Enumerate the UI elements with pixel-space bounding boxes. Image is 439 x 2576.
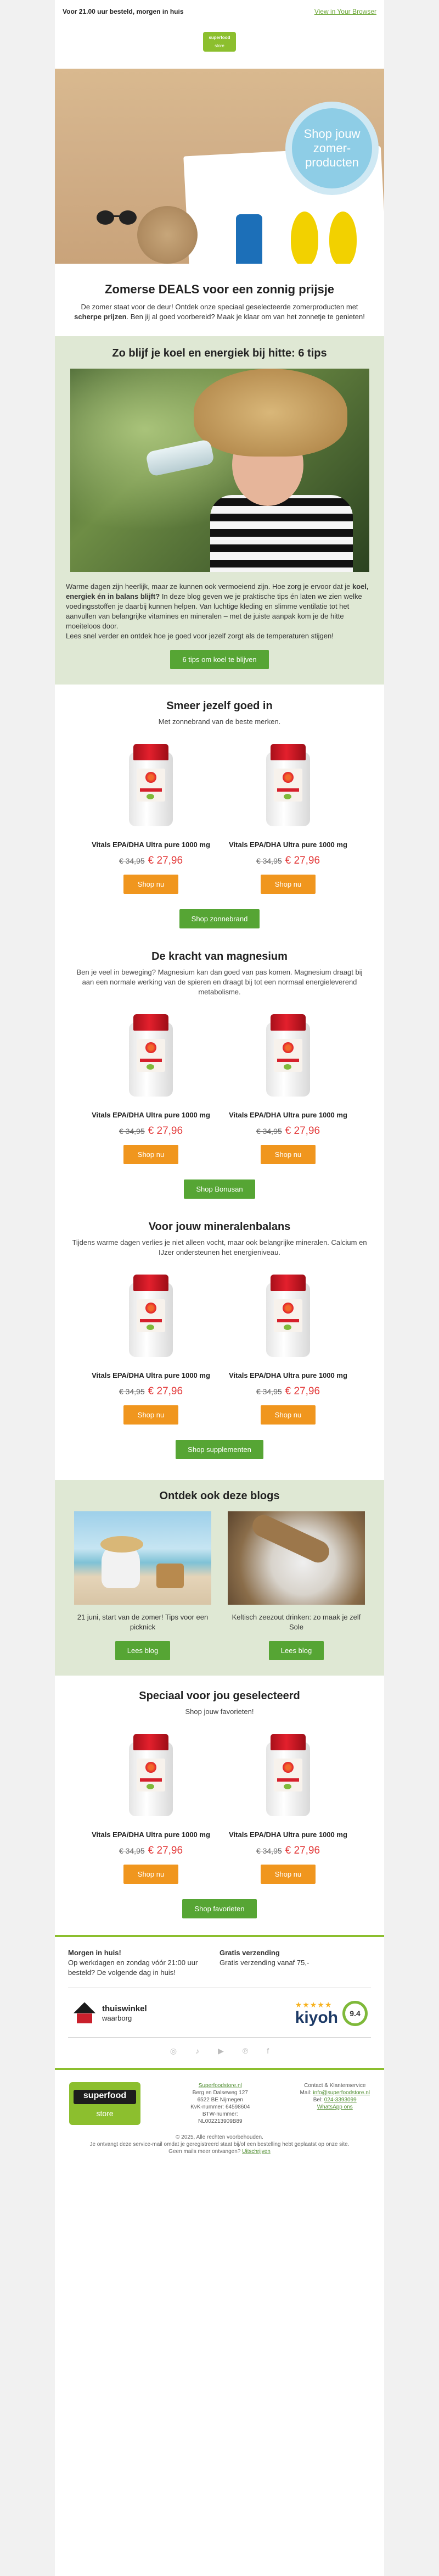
intro-text-a: De zomer staat voor de deur! Ontdek onze speciaal geselecteerde zomerproducten met <box>81 303 358 311</box>
social-links <box>55 2038 384 2068</box>
leaf-icon <box>147 1325 154 1330</box>
footer-logo-line1: superfood <box>83 2091 127 2100</box>
sunscreen-tube-shape <box>236 214 262 264</box>
benefit-text: Op werkdagen en zondag vóór 21:00 uur besteld? De volgende dag in huis! <box>68 1959 198 1977</box>
sun-hat-shape <box>194 369 347 457</box>
new-price: € 27,96 <box>148 1125 183 1137</box>
product-card <box>225 1731 351 1884</box>
company-info <box>190 2082 250 2125</box>
product-grid <box>82 1011 357 1164</box>
product-card <box>225 1272 351 1425</box>
intro-text-b: . Ben jij al goed voorbereid? Maak je klaar om van het zonnetje te genieten! <box>126 313 365 321</box>
label-bar <box>277 1319 299 1322</box>
basket-shape <box>156 1564 184 1588</box>
cap-shape <box>271 1275 306 1291</box>
shop-bonusan-button[interactable]: Shop Bonusan <box>184 1179 255 1199</box>
old-price: € 34,95 <box>119 1387 145 1396</box>
company-address: Berg en Dalseweg 127 <box>192 2090 248 2096</box>
delivery-text: Voor 21.00 uur besteld, morgen in huis <box>63 8 184 15</box>
section-title: Voor jouw mineralenbalans <box>148 1221 291 1233</box>
sunglasses-icon <box>96 209 137 226</box>
facebook-icon[interactable]: f <box>267 2046 269 2055</box>
leaf-icon <box>284 794 291 799</box>
shop-now-button[interactable]: Shop nu <box>123 1145 178 1164</box>
youtube-icon[interactable]: ▶ <box>218 2046 224 2055</box>
blog-feature-title: Zo blijf je koel en energiek bij hitte: 6 tips <box>112 347 327 359</box>
product-price <box>225 1845 351 1857</box>
footer-logo-line2: store <box>96 2109 114 2118</box>
magnesium-section <box>55 939 384 1210</box>
product-name[interactable]: Vitals EPA/DHA Ultra pure 1000 mg <box>229 841 347 849</box>
woman-drinking-water-photo[interactable] <box>70 369 369 572</box>
thuiswinkel-house-icon <box>71 2001 98 2026</box>
blog-card-text: Keltisch zeezout drinken: zo maak je zelf Sole <box>232 1613 361 1631</box>
blog-text-a: Warme dagen zijn heerlijk, maar ze kunnen ook vermoeiend zijn. Hoe zorg je ervoor dat je <box>66 582 352 591</box>
cap-shape <box>271 1014 306 1031</box>
new-price: € 27,96 <box>148 1845 183 1856</box>
label-bar <box>140 788 162 792</box>
shop-supplements-button[interactable]: Shop supplementen <box>176 1440 263 1459</box>
waarborg-label: waarborg <box>102 2013 132 2022</box>
new-price: € 27,96 <box>285 1386 320 1397</box>
flower-icon <box>283 772 294 783</box>
logo-row <box>55 21 384 69</box>
old-price: € 34,95 <box>119 1846 145 1855</box>
logo-line1: superfood <box>209 35 230 40</box>
vitals-label <box>137 1759 165 1791</box>
old-price: € 34,95 <box>256 1387 282 1396</box>
shop-now-button[interactable]: Shop nu <box>123 1865 178 1884</box>
cap-shape <box>271 1734 306 1750</box>
product-price <box>225 855 351 867</box>
benefit-next-day <box>68 1948 219 1978</box>
shop-now-button[interactable]: Shop nu <box>261 875 316 894</box>
cap-shape <box>133 1734 168 1750</box>
unsubscribe-link[interactable]: Uitschrijven <box>242 2149 271 2155</box>
footer <box>55 2070 384 2130</box>
blog-card <box>74 1511 211 1660</box>
product-card <box>225 1011 351 1164</box>
unsubscribe-note: Geen mails meer ontvangen? <box>168 2149 243 2155</box>
benefit-text: Gratis verzending vanaf 75,- <box>219 1959 309 1967</box>
benefit-free-shipping <box>219 1948 371 1978</box>
product-image[interactable] <box>255 1272 321 1365</box>
product-price <box>88 1845 214 1857</box>
vitals-label <box>137 1039 165 1072</box>
shop-summer-badge[interactable] <box>285 102 379 195</box>
label-bar <box>140 1059 162 1062</box>
cap-shape <box>271 744 306 760</box>
product-image[interactable] <box>255 1011 321 1105</box>
vitals-label <box>274 769 302 802</box>
company-link[interactable]: Superfoodstore.nl <box>198 2083 242 2089</box>
company-btw: NL002213909B89 <box>198 2118 243 2124</box>
product-grid <box>82 1731 357 1884</box>
contact-info <box>300 2082 370 2111</box>
blog-feature-block <box>55 336 384 685</box>
product-image[interactable] <box>118 1731 184 1824</box>
selected-section <box>55 1676 384 1935</box>
product-grid <box>82 1272 357 1425</box>
kiyoh-logo: kiyoh <box>295 2008 338 2027</box>
mail-link[interactable]: info@superfoodstore.nl <box>313 2090 370 2096</box>
flipflop-left-shape <box>291 212 318 264</box>
product-price <box>225 1125 351 1137</box>
blog-feature-text <box>66 582 373 641</box>
straw-hat-shape <box>137 206 198 264</box>
minerals-section <box>55 1210 384 1470</box>
new-price: € 27,96 <box>148 1386 183 1397</box>
company-btw-label: BTW-nummer: <box>202 2111 238 2117</box>
old-price: € 34,95 <box>256 1846 282 1855</box>
copyright: © 2025, Alle rechten voorbehouden. <box>176 2134 263 2140</box>
product-name[interactable]: Vitals EPA/DHA Ultra pure 1000 mg <box>229 1371 347 1379</box>
blog-text-bold: koel, energiek én in balans blijft? <box>66 582 369 600</box>
old-price: € 34,95 <box>256 1127 282 1136</box>
leaf-icon <box>147 794 154 799</box>
leaf-icon <box>284 1784 291 1789</box>
product-card <box>88 1731 214 1884</box>
pinterest-icon[interactable]: ℗ <box>242 2046 249 2055</box>
logo-line2: store <box>215 43 224 48</box>
product-price <box>225 1386 351 1398</box>
flower-icon <box>283 1042 294 1053</box>
vitals-label <box>274 1039 302 1072</box>
product-card <box>88 1011 214 1164</box>
product-card <box>88 1272 214 1425</box>
section-subtitle: Met zonnebrand van de beste merken. <box>158 717 281 726</box>
intro-section <box>55 264 384 333</box>
flower-icon <box>283 1762 294 1773</box>
product-image[interactable] <box>255 1731 321 1824</box>
blog-text-c: Lees snel verder en ontdek hoe je goed voor jezelf zorgt als de temperaturen stijgen! <box>66 632 334 640</box>
cap-shape <box>133 744 168 760</box>
blog-feature-button[interactable]: 6 tips om koel te blijven <box>170 650 268 669</box>
flower-icon <box>283 1303 294 1314</box>
leaf-icon <box>147 1064 154 1070</box>
blog-text-b: In deze blog geven we je praktische tips én laten we zien welke voedingsstoffen je daarbij kunnen helpen. Van luchtige kleding en slimme ventilatie tot het aanvullen van belangrijke vitamines en mineralen – met de juiste aanpak kom je de hitte moeiteloos door. <box>66 592 362 630</box>
new-price: € 27,96 <box>285 855 320 866</box>
delivery-note <box>63 8 184 15</box>
sea-salt-photo[interactable] <box>228 1511 365 1605</box>
rating-stars-icon: ★★★★★ <box>295 2000 333 2009</box>
section-title: Smeer jezelf goed in <box>166 700 273 712</box>
section-title: De kracht van magnesium <box>151 950 288 962</box>
new-price: € 27,96 <box>148 855 183 866</box>
vitals-label <box>274 1759 302 1791</box>
hat-shape <box>100 1536 143 1553</box>
instagram-icon[interactable]: ◎ <box>170 2046 177 2055</box>
vitals-label <box>137 1299 165 1332</box>
flower-icon <box>145 1762 156 1773</box>
cap-shape <box>133 1275 168 1291</box>
hero-banner[interactable] <box>55 69 384 264</box>
read-blog-button[interactable]: Lees blog <box>115 1641 170 1660</box>
product-name[interactable]: Vitals EPA/DHA Ultra pure 1000 mg <box>92 1831 210 1839</box>
tiktok-icon[interactable]: ♪ <box>195 2046 200 2055</box>
email-container <box>55 0 384 2576</box>
label-bar <box>277 1778 299 1782</box>
mail-label: Mail: <box>300 2090 313 2096</box>
product-image[interactable] <box>118 741 184 834</box>
shop-now-button[interactable]: Shop nu <box>261 1405 316 1425</box>
shop-now-button[interactable]: Shop nu <box>261 1865 316 1884</box>
label-bar <box>277 788 299 792</box>
product-image[interactable] <box>255 741 321 834</box>
cap-shape <box>133 1014 168 1031</box>
product-name[interactable]: Vitals EPA/DHA Ultra pure 1000 mg <box>92 841 210 849</box>
product-card <box>88 741 214 894</box>
kiyoh-badge[interactable] <box>295 2000 368 2026</box>
flower-icon <box>145 1042 156 1053</box>
sunscreen-section <box>55 685 384 939</box>
top-bar <box>55 0 384 21</box>
blogs-block <box>55 1480 384 1676</box>
leaf-icon <box>284 1325 291 1330</box>
intro-text-bold: scherpe prijzen <box>74 313 127 321</box>
company-kvk: KvK-nummer: 64598604 <box>190 2104 250 2110</box>
shop-summer-text: Shop jouw zomer-producten <box>303 127 361 169</box>
product-image[interactable] <box>118 1011 184 1105</box>
spoon-shape <box>249 1511 333 1566</box>
product-price <box>88 855 214 867</box>
company-city: 6522 BE Nijmegen <box>197 2097 243 2103</box>
kiyoh-score: 9.4 <box>342 2001 368 2026</box>
new-price: € 27,96 <box>285 1125 320 1137</box>
shop-now-button[interactable]: Shop nu <box>123 875 178 894</box>
section-subtitle: Shop jouw favorieten! <box>185 1707 254 1716</box>
flipflop-right-shape <box>329 212 357 264</box>
intro-text <box>71 302 368 322</box>
shop-sunscreen-button[interactable]: Shop zonnebrand <box>179 909 260 928</box>
leaf-icon <box>284 1064 291 1070</box>
shop-favorites-button[interactable]: Shop favorieten <box>182 1899 256 1918</box>
thuiswinkel-text <box>102 2004 147 2023</box>
phone-link[interactable]: 024-3393099 <box>324 2097 357 2103</box>
product-name[interactable]: Vitals EPA/DHA Ultra pure 1000 mg <box>92 1371 210 1379</box>
product-grid <box>82 741 357 894</box>
product-name[interactable]: Vitals EPA/DHA Ultra pure 1000 mg <box>229 1111 347 1119</box>
flower-icon <box>145 1303 156 1314</box>
label-bar <box>140 1778 162 1782</box>
product-image[interactable] <box>118 1272 184 1365</box>
benefits-row <box>55 1937 384 1988</box>
section-subtitle: Tijdens warme dagen verlies je niet alleen vocht, maar ook belangrijke mineralen. Calcium en IJzer ondersteunen het energieniveau. <box>72 1238 367 1256</box>
label-bar <box>140 1319 162 1322</box>
product-price <box>88 1125 214 1137</box>
section-subtitle: Ben je veel in beweging? Magnesium kan dan goed van pas komen. Magnesium draagt bij aan een normale werking van de spieren en draagt bij tot een normaal energieleverend metabolisme. <box>76 968 363 996</box>
product-name[interactable]: Vitals EPA/DHA Ultra pure 1000 mg <box>92 1111 210 1119</box>
kiyoh-text <box>295 2000 338 2026</box>
blog-list <box>66 1511 373 1660</box>
product-card <box>225 741 351 894</box>
intro-title: Zomerse DEALS voor een zonnig prijsje <box>104 282 335 296</box>
blog-card-text: 21 juni, start van de zomer! Tips voor een picknick <box>77 1613 209 1631</box>
striped-shirt-shape <box>210 495 353 572</box>
old-price: € 34,95 <box>256 856 282 865</box>
label-bar <box>277 1059 299 1062</box>
vitals-label <box>274 1299 302 1332</box>
view-in-browser-link[interactable]: View in Your Browser <box>314 8 376 15</box>
thuiswinkel-label: thuiswinkel <box>102 2004 147 2013</box>
old-price: € 34,95 <box>119 856 145 865</box>
shop-now-button[interactable]: Shop nu <box>123 1405 178 1425</box>
old-price: € 34,95 <box>119 1127 145 1136</box>
superfood-store-logo[interactable] <box>203 32 236 52</box>
contact-title: Contact & Klantenservice <box>304 2083 366 2089</box>
vitals-label <box>137 769 165 802</box>
section-title: Speciaal voor jou geselecteerd <box>139 1690 300 1702</box>
benefit-title: Morgen in huis! <box>68 1949 121 1957</box>
product-name[interactable]: Vitals EPA/DHA Ultra pure 1000 mg <box>229 1831 347 1839</box>
beach-picnic-photo[interactable] <box>74 1511 211 1605</box>
service-mail-note: Je ontvangt deze service-mail omdat je geregistreerd staat bij/of een bestelling hebt geplaatst op onze site. <box>89 2141 350 2147</box>
whatsapp-link[interactable]: WhatsApp ons <box>317 2104 353 2110</box>
blogs-title: Ontdek ook deze blogs <box>159 1490 280 1502</box>
benefit-title: Gratis verzending <box>219 1949 280 1957</box>
legal-text <box>55 2130 384 2166</box>
blog-card <box>228 1511 365 1660</box>
shop-now-button[interactable]: Shop nu <box>261 1145 316 1164</box>
read-blog-button[interactable]: Lees blog <box>269 1641 324 1660</box>
tel-label: Bel: <box>313 2097 324 2103</box>
flower-icon <box>145 772 156 783</box>
thuiswinkel-badge[interactable] <box>71 2001 147 2026</box>
leaf-icon <box>147 1784 154 1789</box>
product-price <box>88 1386 214 1398</box>
trust-badges <box>55 1988 384 2037</box>
footer-logo[interactable] <box>69 2082 140 2125</box>
new-price: € 27,96 <box>285 1845 320 1856</box>
